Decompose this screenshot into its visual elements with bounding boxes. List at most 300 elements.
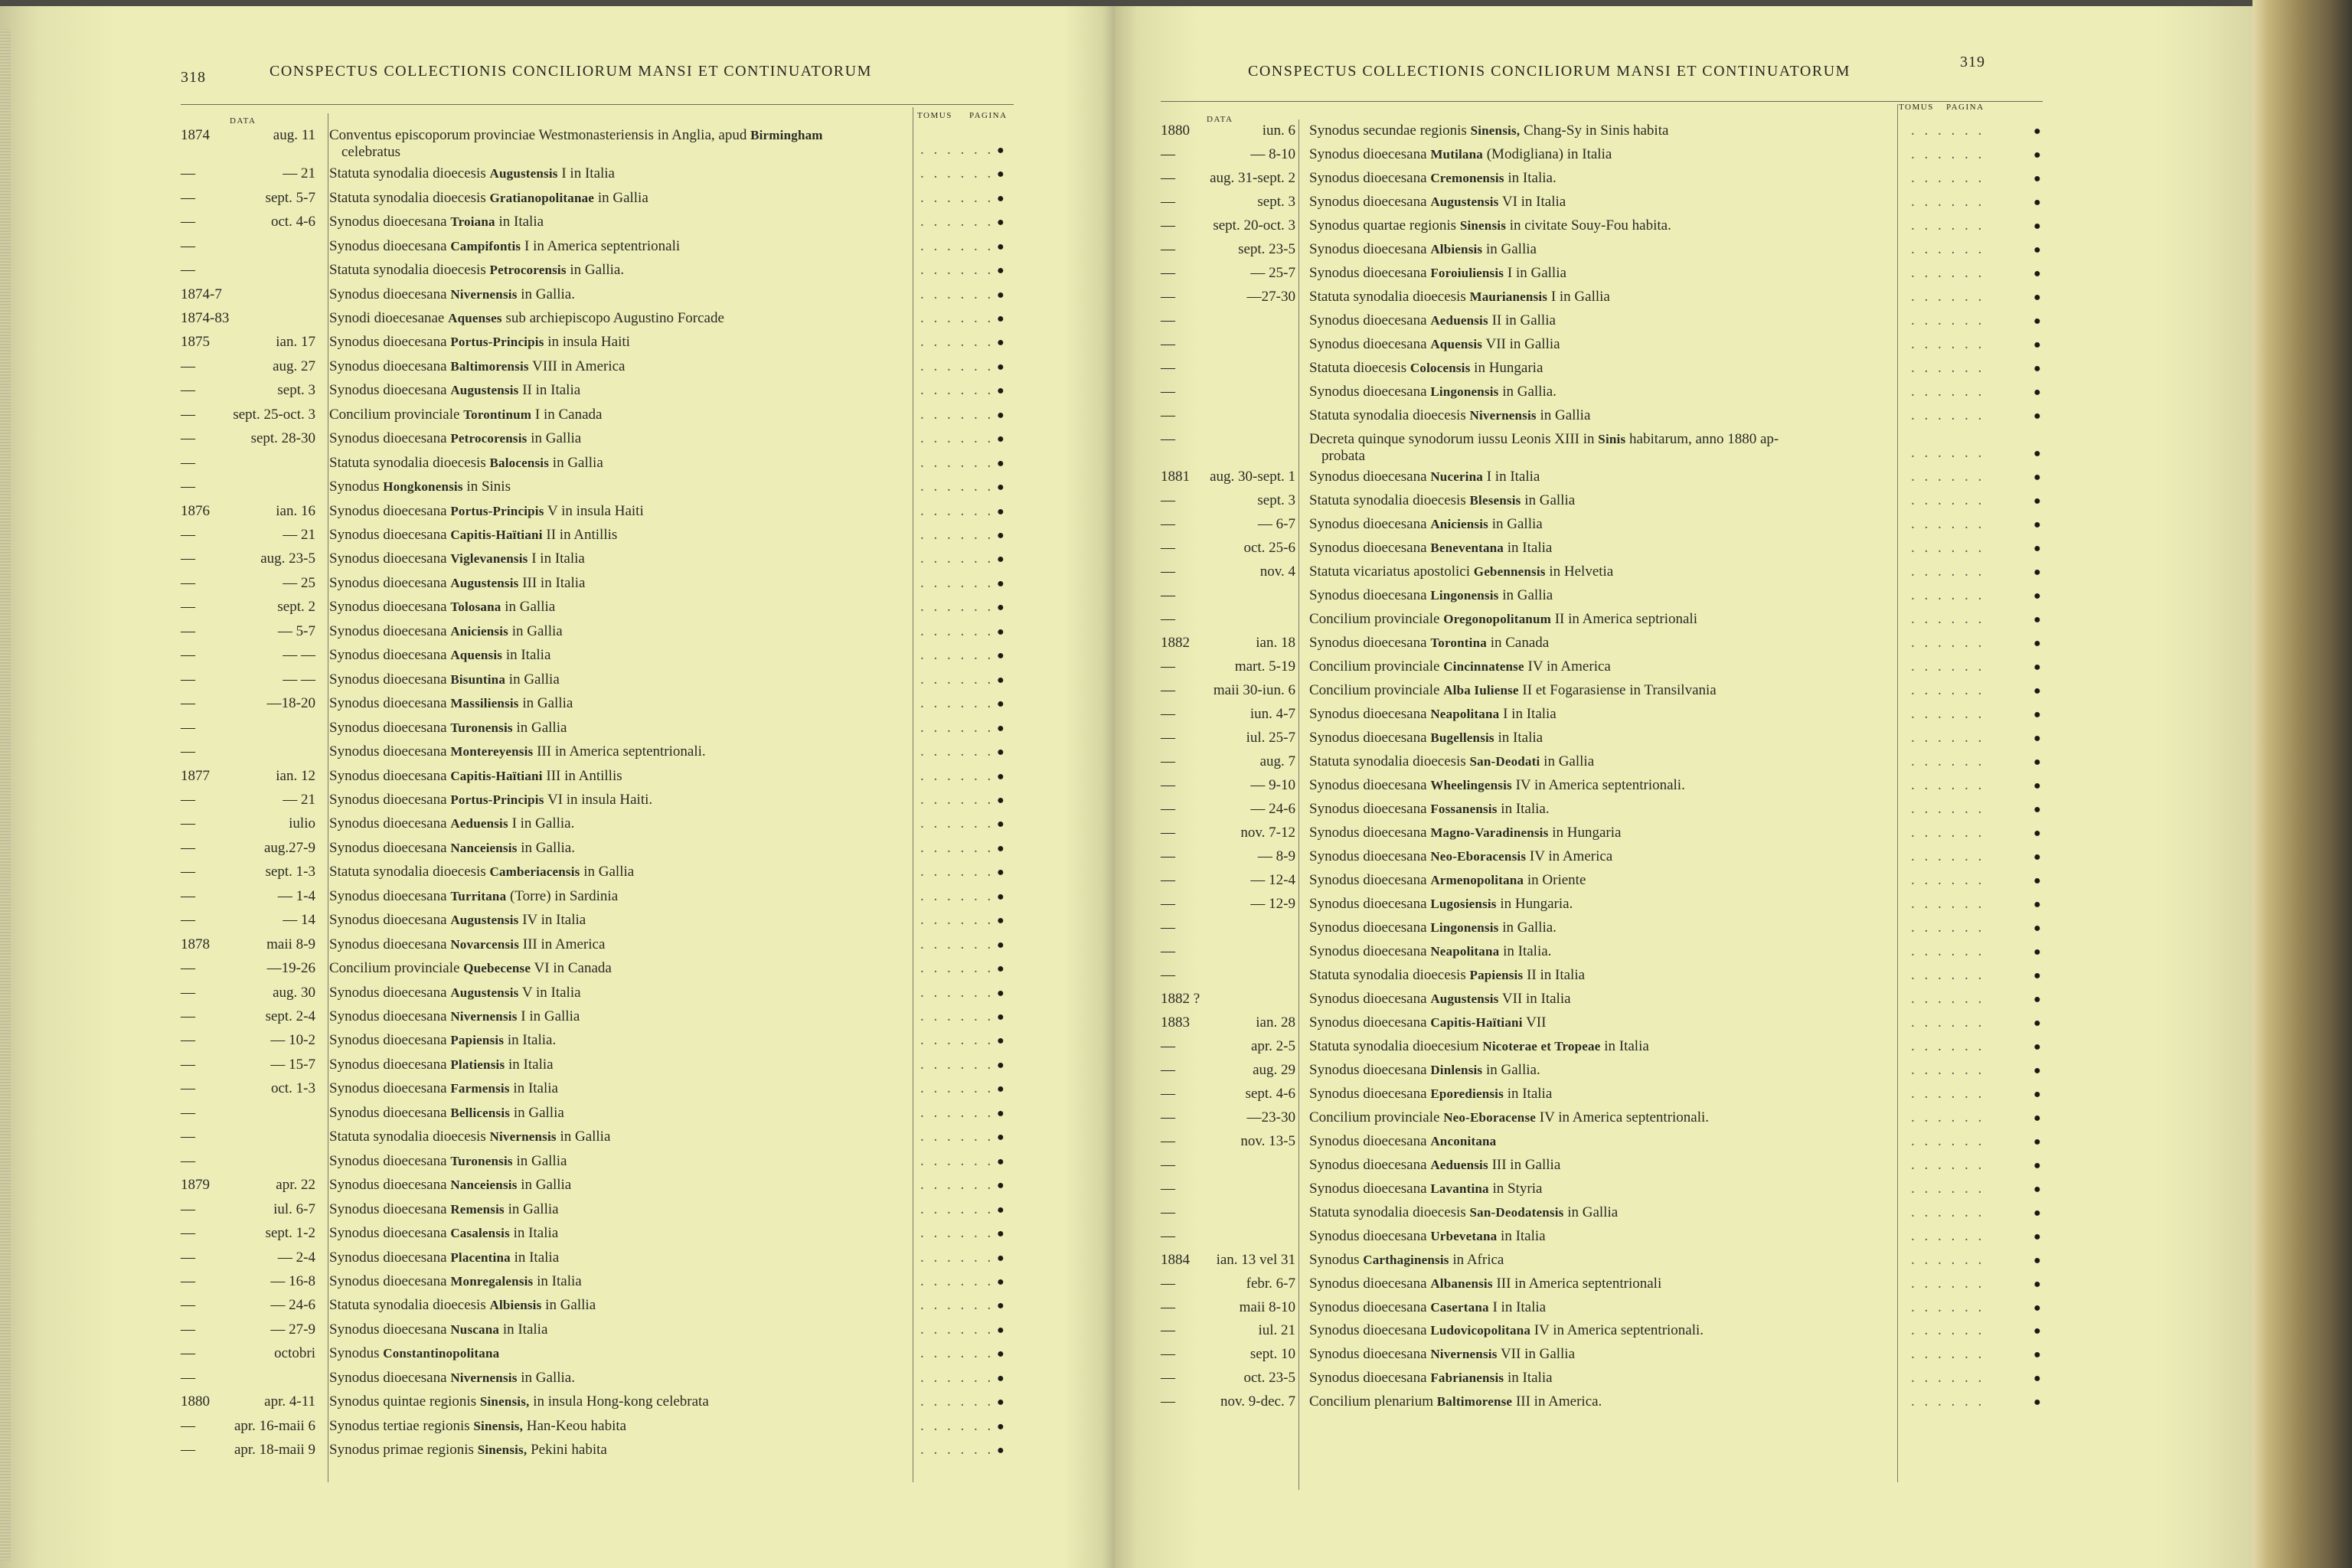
entry-title-line xyxy=(329,671,560,688)
entry-title-bold: Cremonensis xyxy=(1430,170,1504,185)
date-cell xyxy=(1161,1228,1302,1252)
entry-year: — xyxy=(181,527,195,544)
date-cell xyxy=(1161,1276,1302,1299)
entry-title-bold: Capitis-Haïtiani xyxy=(1430,1014,1523,1030)
entry-tomus: . . . . . . xyxy=(1911,1085,1985,1102)
entry-year: — xyxy=(181,1056,195,1073)
entry-title-bold: Armenopolitana xyxy=(1430,872,1524,887)
entry-title-bold: Portus-Principis xyxy=(450,335,544,350)
entry-title xyxy=(1309,265,1899,282)
entry-title-bold: Sinensis, xyxy=(1470,123,1521,138)
entry-title-bold: Torontinum xyxy=(463,407,532,422)
entry-title-pre: Synodus dioecesana xyxy=(1309,516,1427,533)
entry-title-post: in Gallia xyxy=(583,864,635,880)
entry-title-bold: Augustensis xyxy=(450,383,519,398)
entry-title-pre: Synodi dioecesanae xyxy=(329,309,445,326)
entry-pagina: ● xyxy=(2034,779,2041,792)
entry-year: — xyxy=(1161,540,1175,557)
entry-title-bold: Gratianopolitanae xyxy=(489,190,595,205)
date-cell xyxy=(181,743,322,767)
entry-title-line xyxy=(329,1321,547,1338)
entry-date: — 12-4 xyxy=(1250,871,1295,888)
entry-row xyxy=(181,214,1023,237)
entry-title-bold: Turritana xyxy=(450,888,507,903)
entry-row xyxy=(1161,241,2049,265)
entry-title xyxy=(1309,194,1899,211)
entry-pagina: ● xyxy=(997,1299,1004,1313)
entry-date: febr. 6-7 xyxy=(1246,1275,1295,1292)
entry-pagina: ● xyxy=(997,1227,1004,1241)
entry-row xyxy=(181,190,1023,214)
entry-pagina: ● xyxy=(997,866,1004,880)
entry-title xyxy=(329,840,911,857)
entry-title-post: in Styria xyxy=(1492,1180,1543,1197)
col-header-data: DATA xyxy=(1207,115,1233,124)
entry-title-line xyxy=(329,127,823,143)
entry-title-bold: Beneventana xyxy=(1430,541,1504,556)
entry-year: — xyxy=(1161,145,1175,162)
date-cell xyxy=(181,1105,322,1129)
entry-title-line xyxy=(329,1370,575,1386)
entry-year: — xyxy=(1161,193,1175,210)
entry-title-pre: Synodus tertiae regionis xyxy=(329,1417,470,1434)
entry-title-line xyxy=(329,575,585,591)
entry-title-line xyxy=(1309,920,1557,936)
entry-date: ian. 13 vel 31 xyxy=(1216,1251,1295,1268)
entry-title-pre: Statuta synodalia dioecesis xyxy=(1309,753,1466,769)
entry-title-post: II in Antillis xyxy=(546,527,618,544)
entry-pagina: ● xyxy=(2034,897,2041,911)
entry-title-post: in Gallia xyxy=(508,671,560,688)
entry-title xyxy=(329,430,911,447)
entry-row xyxy=(1161,920,2049,943)
entry-title-bold: Turonensis xyxy=(450,720,513,735)
entry-title-post: in Gallia xyxy=(597,189,648,206)
date-cell xyxy=(181,214,322,237)
entry-title-bold: Aniciensis xyxy=(450,623,508,639)
entry-pagina: ● xyxy=(997,986,1004,1000)
entry-title-pre: Synodus dioecesana xyxy=(329,286,447,302)
entry-tomus: . . . . . . xyxy=(920,599,995,616)
entry-title-bold: Sinensis, xyxy=(477,1442,528,1458)
entry-date: sept. 2 xyxy=(277,599,315,616)
entry-tomus: . . . . . . xyxy=(920,165,995,182)
entry-year: 1881 xyxy=(1161,469,1190,485)
entry-tomus: . . . . . . xyxy=(1911,1298,1985,1315)
entry-title-pre: Synodus dioecesana xyxy=(329,887,447,904)
date-cell xyxy=(181,1129,322,1152)
entry-title-line xyxy=(1309,469,1540,485)
entry-title-line xyxy=(329,864,634,880)
entry-year: — xyxy=(181,1225,195,1242)
entry-year: — xyxy=(1161,611,1175,628)
page-number: 318 xyxy=(181,69,206,86)
entry-title-post: in Italia xyxy=(505,647,551,664)
entry-date: apr. 16-maii 6 xyxy=(234,1417,315,1434)
entry-year: — xyxy=(181,479,195,495)
entry-pagina: ● xyxy=(997,721,1004,735)
entry-title xyxy=(329,527,911,544)
entry-date: — 12-9 xyxy=(1250,895,1295,912)
entry-title-post: in Italia xyxy=(1498,729,1544,746)
entry-year: — xyxy=(1161,516,1175,533)
date-cell xyxy=(1161,730,1302,753)
entry-date: iul. 6-7 xyxy=(273,1200,315,1217)
entry-tomus: . . . . . . xyxy=(920,237,995,254)
entry-tomus: . . . . . . xyxy=(1911,966,1985,983)
entry-pagina: ● xyxy=(2034,921,2041,935)
entry-title-pre: Synodus dioecesana xyxy=(1309,1227,1427,1244)
entry-title-bold: Quebecense xyxy=(463,961,531,976)
entry-year: — xyxy=(181,912,195,929)
entry-title-post: IV in America septentrionali. xyxy=(1515,776,1685,793)
entry-title-pre: Statuta synodalia dioecesis xyxy=(329,864,486,880)
entry-date: oct. 25-6 xyxy=(1243,540,1295,557)
entry-tomus: . . . . . . xyxy=(1911,145,1985,162)
entry-title-pre: Synodus dioecesana xyxy=(1309,776,1427,793)
entry-tomus: . . . . . . xyxy=(920,214,995,230)
entry-title-line xyxy=(1309,1299,1546,1315)
entry-title-post: II in Gallia xyxy=(1491,312,1556,328)
date-cell xyxy=(1161,1133,1302,1157)
entry-tomus: . . . . . . xyxy=(1911,587,1985,604)
entry-title-line xyxy=(329,1057,554,1073)
entry-title-bold: Portus-Principis xyxy=(450,792,544,807)
entry-title-pre: Synodus secundae regionis xyxy=(1309,122,1467,139)
entry-title-bold: Carthaginensis xyxy=(1363,1252,1449,1267)
entry-title-line xyxy=(329,334,630,350)
entry-pagina: ● xyxy=(997,649,1004,663)
entry-row xyxy=(181,743,1023,767)
entry-row xyxy=(181,1129,1023,1152)
entry-year: — xyxy=(181,719,195,736)
entry-title-line xyxy=(1309,194,1566,210)
entry-title-pre: Statuta synodalia dioecesis xyxy=(1309,492,1466,509)
date-cell xyxy=(181,1370,322,1393)
entry-title-pre: Statuta synodalia dioecesium xyxy=(1309,1037,1479,1054)
entry-title xyxy=(329,1129,911,1145)
entry-date: aug. 11 xyxy=(273,127,315,143)
entry-title-line xyxy=(1309,1346,1575,1362)
entry-title-line xyxy=(329,985,581,1001)
entry-date: iul. 21 xyxy=(1258,1322,1295,1339)
entry-title-line xyxy=(1309,1181,1542,1197)
entry-tomus: . . . . . . xyxy=(1911,1370,1985,1387)
date-cell xyxy=(181,864,322,887)
entry-title-pre: Synodus dioecesana xyxy=(329,382,447,399)
entry-year: — xyxy=(1161,430,1175,447)
entry-title-bold: Platiensis xyxy=(450,1057,505,1072)
entry-date: apr. 4-11 xyxy=(264,1393,315,1410)
entry-title-line xyxy=(329,1442,607,1458)
entry-title xyxy=(329,1201,911,1218)
entry-row xyxy=(181,1273,1023,1297)
entry-pagina: ● xyxy=(997,962,1004,976)
date-cell xyxy=(181,1442,322,1465)
entry-title-post: V in Italia xyxy=(521,984,581,1001)
entry-title-bold: Casertana xyxy=(1430,1299,1489,1315)
running-head: CONSPECTUS COLLECTIONIS CONCILIORUM MANSI ET CONTINUATORUM xyxy=(1248,63,1851,80)
entry-title-pre: Synodus dioecesana xyxy=(329,358,447,374)
entry-row xyxy=(1161,1062,2049,1086)
entry-pagina: ● xyxy=(997,456,1004,470)
entry-title xyxy=(1309,635,1899,652)
entry-title-bold: Sinensis, xyxy=(479,1394,530,1410)
entry-title-bold: Mutilana xyxy=(1430,146,1483,162)
entry-tomus: . . . . . . xyxy=(920,695,995,712)
entry-tomus: . . . . . . xyxy=(920,647,995,664)
entry-title-post: II in Italia xyxy=(522,382,581,399)
entry-tomus: . . . . . . xyxy=(920,406,995,423)
entry-title-pre: Synodus dioecesana xyxy=(329,647,447,664)
entry-title xyxy=(1309,289,1899,305)
entry-pagina: ● xyxy=(997,481,1004,495)
entry-row xyxy=(181,1153,1023,1177)
entry-title-pre: Synodus dioecesana xyxy=(1309,1156,1427,1173)
top-rule xyxy=(1161,101,2043,102)
date-cell xyxy=(1161,469,1302,492)
entry-title-pre: Synodus dioecesana xyxy=(329,1080,447,1097)
entry-year: — xyxy=(181,864,195,880)
entry-tomus: . . . . . . xyxy=(920,382,995,399)
entry-tomus: . . . . . . xyxy=(1911,383,1985,400)
entry-row xyxy=(1161,943,2049,967)
entry-title-pre: Synodus dioecesana xyxy=(329,719,447,736)
entry-year: — xyxy=(181,1442,195,1459)
date-cell xyxy=(181,1321,322,1345)
entry-year: — xyxy=(181,887,195,904)
entry-title-bold: Campifontis xyxy=(450,238,521,253)
entry-tomus: . . . . . . xyxy=(920,527,995,544)
entry-date: — 8-9 xyxy=(1257,848,1295,864)
entry-tomus: . . . . . . xyxy=(920,1080,995,1097)
entry-title-bold: Montereyensis xyxy=(450,744,534,760)
entry-title-bold: Sinensis xyxy=(1459,217,1507,233)
date-cell xyxy=(181,358,322,382)
entry-tomus: . . . . . . xyxy=(1911,1204,1985,1220)
entry-pagina: ● xyxy=(997,601,1004,615)
entry-year: — xyxy=(1161,240,1175,257)
entry-title-line xyxy=(329,407,602,423)
entry-title-pre: Synodus primae regionis xyxy=(329,1442,474,1459)
entry-row xyxy=(1161,194,2049,217)
entry-year: — xyxy=(181,1104,195,1121)
entry-row xyxy=(181,960,1023,984)
entry-title-line xyxy=(329,1418,626,1434)
entry-tomus: . . . . . . xyxy=(1911,264,1985,281)
entry-title-line xyxy=(1309,1109,1709,1125)
date-cell xyxy=(181,1297,322,1321)
entry-date: — 16-8 xyxy=(270,1272,315,1289)
entry-title-post: in Gallia xyxy=(1502,587,1553,604)
entry-date: sept. 25-oct. 3 xyxy=(233,406,315,423)
entry-tomus: . . . . . . xyxy=(1911,658,1985,675)
entry-title-line xyxy=(329,840,575,856)
entry-title-post: I in Canada xyxy=(534,406,603,423)
entry-title-bold: Papiensis xyxy=(450,1033,505,1048)
entry-pagina: ● xyxy=(2034,1372,2041,1386)
entry-pagina: ● xyxy=(997,1106,1004,1120)
date-cell xyxy=(181,455,322,479)
entry-title-pre: Statuta synodalia dioecesis xyxy=(1309,288,1466,305)
entry-title-pre: Synodus dioecesana xyxy=(1309,335,1427,352)
entry-date: maii 30-iun. 6 xyxy=(1213,682,1295,699)
entry-date: sept. 20-oct. 3 xyxy=(1213,217,1295,234)
entry-row xyxy=(1161,706,2049,730)
date-cell xyxy=(1161,943,1302,967)
entry-title-post: in Italia. xyxy=(1508,169,1557,186)
entry-tomus: . . . . . . xyxy=(920,719,995,736)
entry-title-line xyxy=(329,214,544,230)
entry-title xyxy=(1309,1299,1899,1316)
entry-date: sept. 4-6 xyxy=(1245,1085,1295,1102)
entry-pagina: ● xyxy=(997,577,1004,590)
entry-row xyxy=(181,455,1023,479)
entry-title-bold: Bellicensis xyxy=(450,1105,511,1120)
entry-pagina: ● xyxy=(2034,1348,2041,1362)
date-cell xyxy=(181,127,322,151)
entry-date: sept. 3 xyxy=(1257,492,1295,509)
entry-pagina: ● xyxy=(2034,1230,2041,1243)
entry-date: — 5-7 xyxy=(277,622,315,639)
entry-title-line xyxy=(1309,492,1575,508)
entry-pagina: ● xyxy=(997,1444,1004,1458)
left-page xyxy=(0,6,1115,1568)
entry-row xyxy=(181,1057,1023,1080)
entry-title xyxy=(329,238,911,255)
entry-title-post: II in America septrionali xyxy=(1554,611,1697,628)
entry-title-bold: Sinensis, xyxy=(473,1418,524,1433)
entry-title-line xyxy=(1309,943,1551,959)
entry-title xyxy=(1309,1322,1899,1339)
entry-title-pre: Synodus dioecesana xyxy=(329,1032,447,1049)
entry-pagina: ● xyxy=(997,673,1004,687)
entry-year: — xyxy=(1161,1322,1175,1339)
entry-title-pre: Synodus dioecesana xyxy=(1309,942,1427,959)
date-cell xyxy=(181,599,322,622)
entry-title-pre: Synodus dioecesana xyxy=(1309,1180,1427,1197)
entry-year: — xyxy=(1161,217,1175,234)
entry-tomus: . . . . . . xyxy=(1911,193,1985,210)
date-cell xyxy=(1161,146,1302,170)
entry-title-bold: Albanensis xyxy=(1430,1276,1493,1291)
entry-tomus: . . . . . . xyxy=(1911,540,1985,557)
entry-title xyxy=(1309,407,1899,424)
entry-title xyxy=(1309,753,1899,770)
entry-pagina: ● xyxy=(2034,1063,2041,1077)
entry-title-line xyxy=(329,382,580,398)
entry-date: ian. 16 xyxy=(276,502,315,519)
entry-tomus: . . . . . . xyxy=(920,984,995,1001)
entry-title xyxy=(1309,1346,1899,1363)
entry-title-bold: Troiana xyxy=(450,214,495,230)
entry-tomus: . . . . . . xyxy=(920,1297,995,1314)
entry-title xyxy=(329,1008,911,1025)
entry-title-line xyxy=(1309,706,1557,722)
entry-title-line xyxy=(329,1393,709,1410)
date-cell xyxy=(181,165,322,189)
entry-title-bold: Nanceiensis xyxy=(450,840,518,855)
entry-title-line xyxy=(329,165,615,181)
entry-title-pre: Synodus dioecesana xyxy=(1309,1132,1427,1149)
entry-title-line xyxy=(329,455,603,471)
date-cell xyxy=(181,1008,322,1032)
entry-title-post: in Italia xyxy=(537,1272,582,1289)
entry-title-post: in Gallia. xyxy=(521,839,575,856)
entry-row xyxy=(1161,1133,2049,1157)
entry-title-post: III in America septentrionali xyxy=(1496,1275,1662,1292)
entry-title-post: in Gallia xyxy=(1567,1204,1619,1220)
entry-row xyxy=(181,1442,1023,1465)
date-cell xyxy=(1161,516,1302,540)
entry-title-pre: Synodus dioecesana xyxy=(1309,895,1427,912)
date-cell xyxy=(1161,1346,1302,1370)
entry-title-post: in Italia xyxy=(1507,1370,1553,1387)
entry-title-post: in Gallia xyxy=(511,622,563,639)
entry-title-post: IV in Italia xyxy=(522,912,586,929)
date-cell xyxy=(1161,122,1302,146)
entry-title xyxy=(1309,1204,1899,1221)
col-header-tomus: TOMUS xyxy=(917,111,952,120)
entry-title-pre: Synodus dioecesana xyxy=(329,527,447,544)
entry-title-bold: Fabrianensis xyxy=(1430,1370,1504,1386)
entry-tomus: . . . . . . xyxy=(1911,1061,1985,1078)
date-cell xyxy=(181,888,322,912)
entry-title xyxy=(329,671,911,688)
date-cell xyxy=(1161,336,1302,360)
entry-title-bold: Nivernensis xyxy=(450,1370,518,1385)
entry-row xyxy=(181,1345,1023,1369)
date-cell xyxy=(181,503,322,527)
entry-title-line xyxy=(329,1177,571,1193)
entry-row xyxy=(181,310,1023,334)
entry-title-bold: Aeduensis xyxy=(1430,1157,1488,1172)
entry-tomus: . . . . . . xyxy=(920,791,995,808)
date-cell xyxy=(1161,635,1302,658)
entry-pagina: ● xyxy=(997,505,1004,518)
entry-pagina: ● xyxy=(997,216,1004,230)
entry-title xyxy=(1309,1228,1899,1245)
date-cell xyxy=(181,912,322,936)
date-cell xyxy=(1161,682,1302,706)
entry-date: iul. 25-7 xyxy=(1246,729,1295,746)
entry-title-pre: Concilium provinciale xyxy=(329,406,460,423)
date-cell xyxy=(181,1273,322,1297)
entry-title-post: (Modigliana) in Italia xyxy=(1486,145,1612,162)
entry-pagina: ● xyxy=(2034,874,2041,887)
entry-title-line xyxy=(1309,1014,1546,1031)
date-cell xyxy=(1161,1109,1302,1133)
entry-title-line2: probata xyxy=(1321,447,1365,464)
entry-title xyxy=(1309,1086,1899,1102)
entry-title-bold: Torontina xyxy=(1430,635,1487,651)
entry-year: — xyxy=(181,1032,195,1049)
entry-title-post: IV in America xyxy=(1527,658,1611,675)
date-cell xyxy=(1161,360,1302,384)
entry-title-post: VIII in America xyxy=(532,358,626,374)
entry-year: — xyxy=(1161,848,1175,864)
date-cell xyxy=(1161,706,1302,730)
entry-title-bold: Albiensis xyxy=(489,1298,542,1313)
entry-pagina: ● xyxy=(997,841,1004,855)
entry-title-line xyxy=(329,527,617,543)
entry-title-line xyxy=(329,310,724,326)
entry-title xyxy=(329,407,911,423)
entry-title-post: I in Italia xyxy=(1503,706,1557,722)
entry-date: — 9-10 xyxy=(1250,776,1295,793)
entry-tomus: . . . . . . xyxy=(920,189,995,206)
entry-title-line xyxy=(329,1250,559,1266)
